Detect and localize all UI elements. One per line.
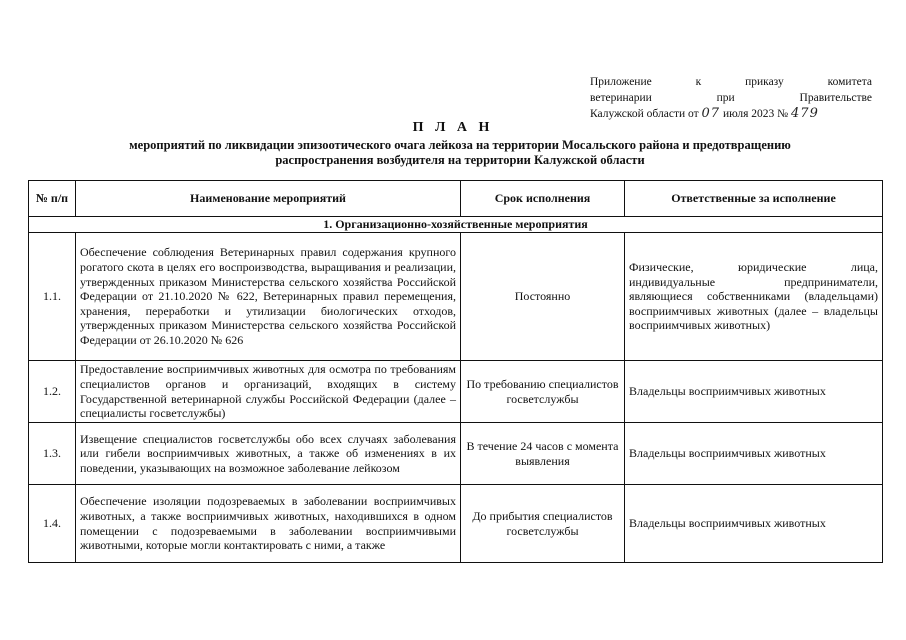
section-title: 1. Организационно-хозяйственные мероприятия [29,217,883,233]
row-desc: Извещение специалистов госветслужбы обо всех случаях заболевания или гибели восприимчивых животных, а также об изменениях в их поведении, указывающих на возможное заболевание лейкозом [76,423,461,485]
table-header-row [29,181,883,217]
header-name: Наименование мероприятий [76,181,461,217]
row-term: В течение 24 часов с момента выявления [461,423,625,485]
row-num: 1.4. [29,485,76,563]
plan-table [28,180,883,563]
row-resp: Владельцы восприимчивых животных [625,485,883,563]
appendix-block [590,74,872,122]
header-resp: Ответственные за исполнение [625,181,883,217]
appendix-line-3: Калужской области от 07 июля 2023 № 479 [590,106,819,121]
row-desc: Обеспечение соблюдения Ветеринарных правил содержания крупного рогатого скота в целях его воспроизводства, выращивания и реализации, утвержденных приказом Министерства сельского хозяйства Российской Федерации от 21.10.2020 № 622, Ветеринарных правил перемещения, хранения, переработки и утилизации биологических отходов, утвержденных приказом Министерства сельского хозяйства Российской Федерации от 26.10.2020 № 626 [76,233,461,361]
handwritten-number: 479 [791,106,819,121]
row-resp: Физические, юридические лица, индивидуальные предприниматели, являющиеся собственниками (владельцами) восприимчивых животных (далее – владельцы восприимчивых животных) [625,233,883,361]
row-resp: Владельцы восприимчивых животных [625,423,883,485]
header-num: № п/п [29,181,76,217]
row-desc: Обеспечение изоляции подозреваемых в заболевании восприимчивых животных, а также восприимчивых животных, находившихся в одном помещении с подозреваемыми в заболевании восприимчивыми животными, которые могли контактировать с ними, а также [76,485,461,563]
plan-subtitle: мероприятий по ликвидации эпизоотического очага лейкоза на территории Мосальского района и предотвращению распространения возбудителя на территории Калужской области [129,138,791,167]
plan-title: П Л А Н [412,120,494,135]
row-desc: Предоставление восприимчивых животных для осмотра по требованиям специалистов органов и организаций, входящих в систему Государственной ветеринарной службы Российской Федерации (далее – специалисты госветслужбы) [76,361,461,423]
row-num: 1.2. [29,361,76,423]
section-row [29,217,883,233]
appendix-line-2: ветеринарии при Правительстве [590,92,872,104]
row-term: До прибытия специалистов госветслужбы [461,485,625,563]
row-resp: Владельцы восприимчивых животных [625,361,883,423]
row-term: Постоянно [461,233,625,361]
header-term: Срок исполнения [461,181,625,217]
row-term: По требованию специалистов госветслужбы [461,361,625,423]
table-row [29,361,883,423]
appendix-line-1: Приложение к приказу комитета [590,76,872,88]
handwritten-day: 07 [701,106,721,121]
table-row [29,233,883,361]
table-row [29,485,883,563]
table-row [29,423,883,485]
row-num: 1.1. [29,233,76,361]
row-num: 1.3. [29,423,76,485]
